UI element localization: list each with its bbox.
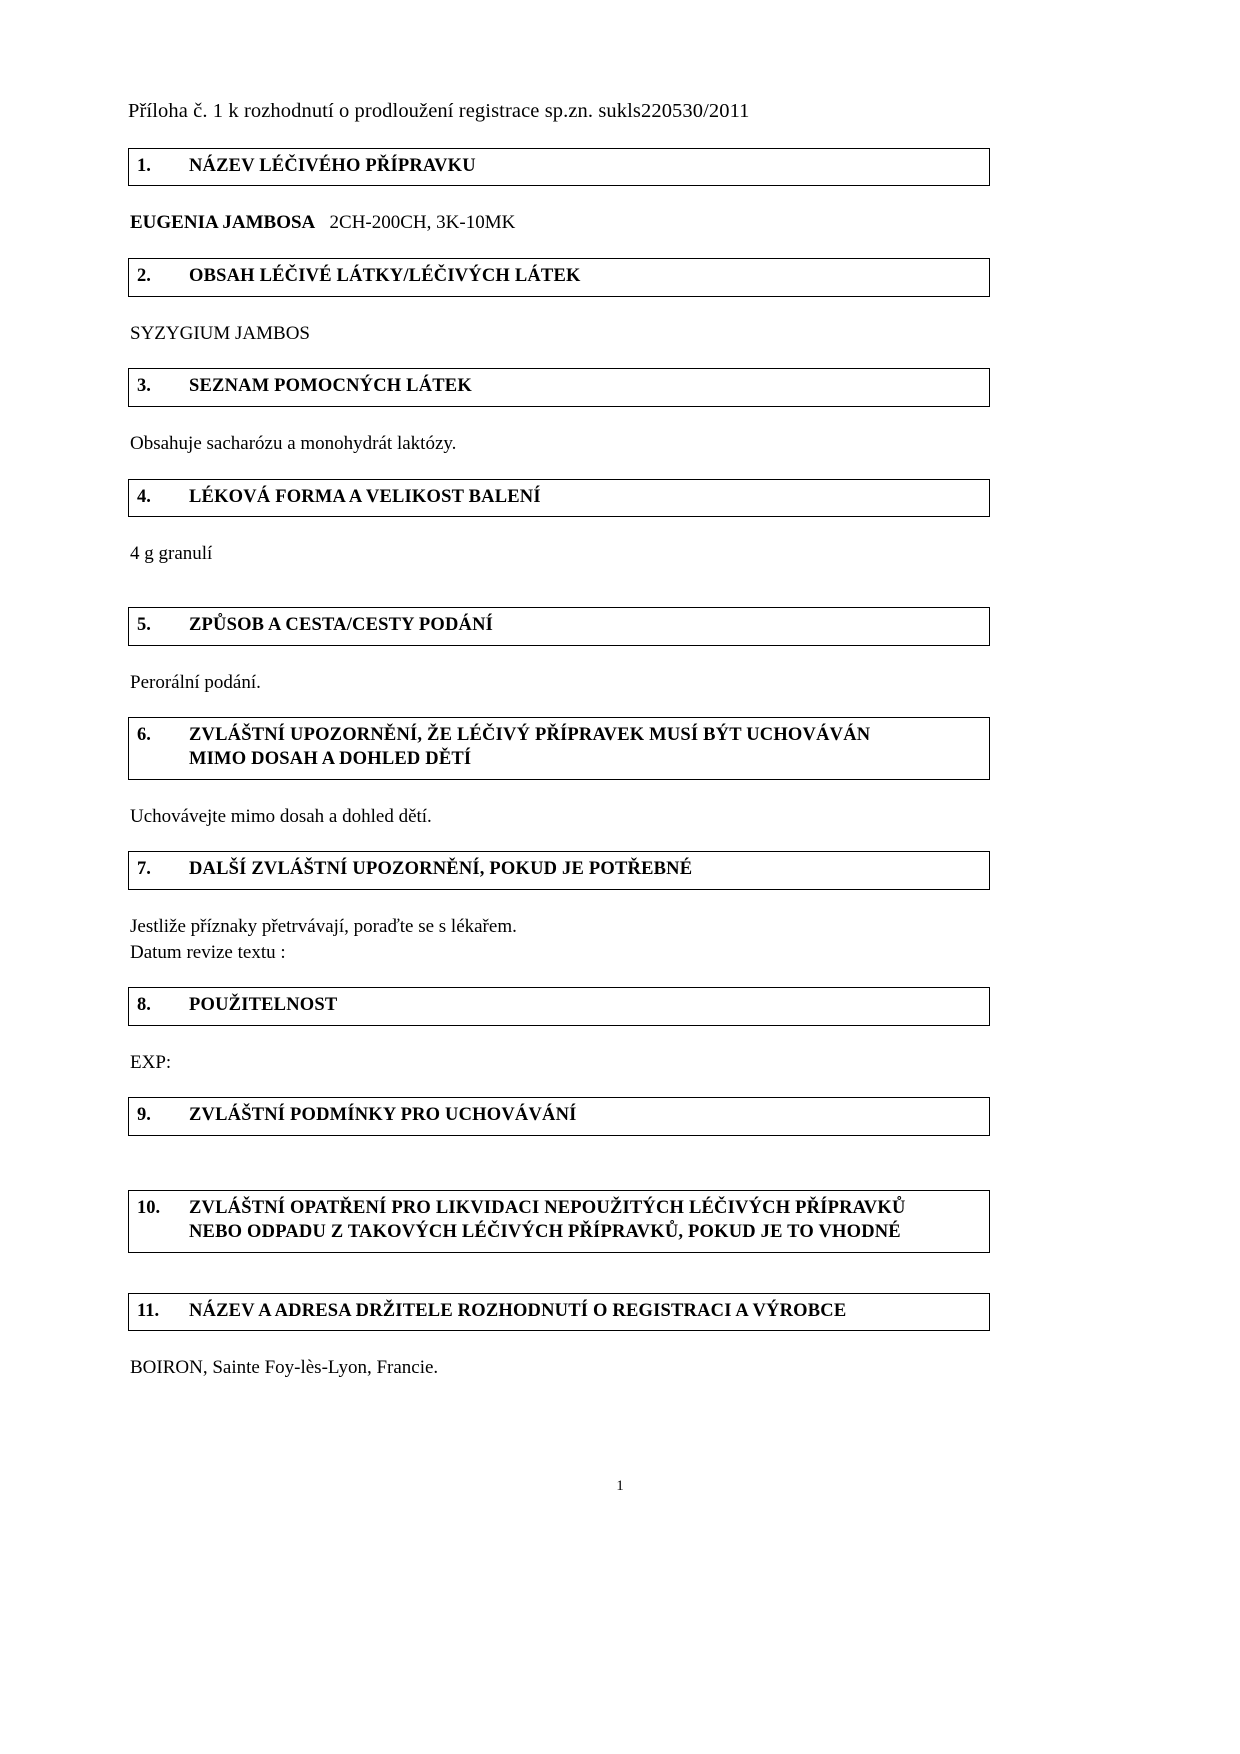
section-number-11: 11. [137,1300,160,1321]
section-title-10-line1: ZVLÁŠTNÍ OPATŘENÍ PRO LIKVIDACI NEPOUŽITÝCH LÉČIVÝCH PŘÍPRAVKŮ [189,1198,906,1219]
section-title-8: POUŽITELNOST [189,995,338,1016]
section-title-4: LÉKOVÁ FORMA A VELIKOST BALENÍ [189,486,541,507]
section-body-4: 4 g granulí [130,543,213,565]
section-number-2: 2. [137,265,151,286]
section-heading-4 [128,479,990,518]
section-number-5: 5. [137,614,151,635]
section-body-8: EXP: [130,1051,172,1073]
document-header-reference: Příloha č. 1 k rozhodnutí o prodloužení registrace sp.zn. sukls220530/2011 [128,100,750,122]
section-number-1: 1. [137,155,151,176]
section-body-3: Obsahuje sacharózu a monohydrát laktózy. [130,432,457,454]
section-heading-10 [128,1190,990,1252]
section-number-3: 3. [137,376,151,397]
section-title-7: DALŠÍ ZVLÁŠTNÍ UPOZORNĚNÍ, POKUD JE POTŘEBNÉ [189,859,693,880]
section-body-5: Perorální podání. [130,671,261,693]
section-title-5: ZPŮSOB A CESTA/CESTY PODÁNÍ [189,614,494,635]
section-heading-3 [128,368,990,407]
section-heading-1 [128,148,990,187]
section-body-7-line1: Jestliže příznaky přetrvávají, poraďte se s lékařem. [130,915,517,937]
section-title-3: SEZNAM POMOCNÝCH LÁTEK [189,376,472,397]
section-heading-6 [128,717,990,779]
section-body-11: BOIRON, Sainte Foy-lès-Lyon, Francie. [130,1357,439,1379]
section-title-1: NÁZEV LÉČIVÉHO PŘÍPRAVKU [189,155,476,176]
section-title-2: OBSAH LÉČIVÉ LÁTKY/LÉČIVÝCH LÁTEK [189,265,581,286]
document-content [128,98,990,1381]
section-body-2: SYZYGIUM JAMBOS [130,322,310,344]
section-heading-2 [128,258,990,297]
section-heading-9 [128,1097,990,1136]
section-heading-5 [128,607,990,646]
section-number-8: 8. [137,995,151,1016]
section-number-6: 6. [137,725,151,746]
section-body-6: Uchovávejte mimo dosah a dohled dětí. [130,805,432,827]
product-name: EUGENIA JAMBOSA [130,212,316,234]
section-body-7-line2: Datum revize textu : [130,941,286,963]
section-number-10: 10. [137,1198,161,1219]
page-number: 1 [616,1478,624,1494]
section-title-6-line1: ZVLÁŠTNÍ UPOZORNĚNÍ, ŽE LÉČIVÝ PŘÍPRAVEK MUSÍ BÝT UCHOVÁVÁN [189,725,871,746]
section-title-11: NÁZEV A ADRESA DRŽITELE ROZHODNUTÍ O REGISTRACI A VÝROBCE [189,1300,847,1321]
product-dilutions: 2CH-200CH, 3K-10MK [329,212,516,234]
section-title-6 [189,724,981,771]
section-title-10-line2: NEBO ODPADU Z TAKOVÝCH LÉČIVÝCH PŘÍPRAVKŮ, POKUD JE TO VHODNÉ [189,1221,901,1242]
section-heading-7 [128,851,990,890]
section-number-4: 4. [137,486,151,507]
section-body-7 [128,914,990,965]
section-title-10 [189,1197,981,1244]
section-number-7: 7. [137,859,151,880]
section-heading-11 [128,1293,990,1332]
section-number-9: 9. [137,1105,151,1126]
section-title-6-line2: MIMO DOSAH A DOHLED DĚTÍ [189,748,472,769]
section-heading-8 [128,987,990,1026]
section-title-9: ZVLÁŠTNÍ PODMÍNKY PRO UCHOVÁVÁNÍ [189,1105,577,1126]
section-body-1 [128,210,990,236]
